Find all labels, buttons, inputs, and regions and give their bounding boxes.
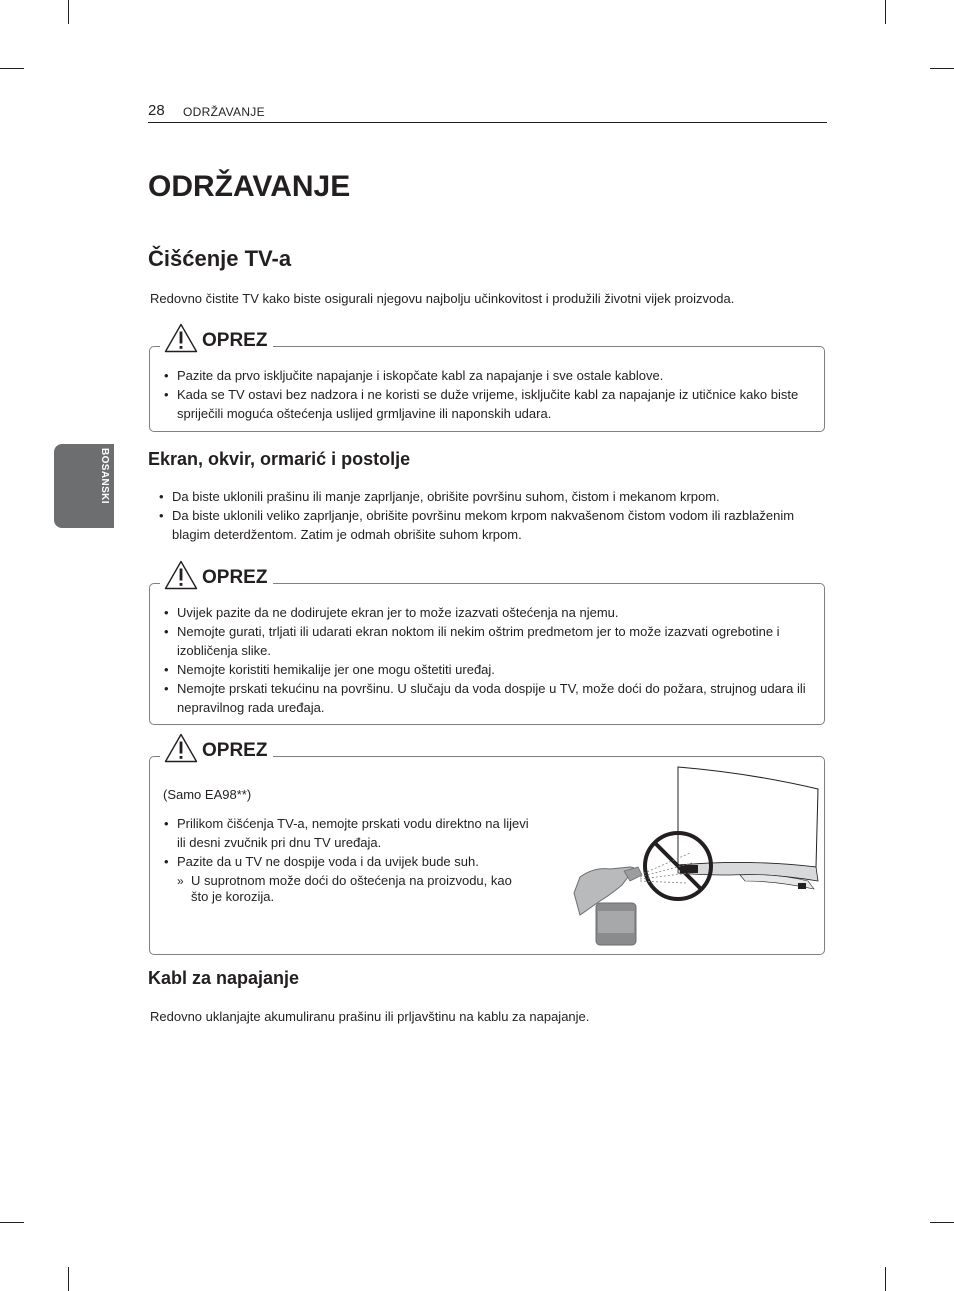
caution-heading bbox=[160, 733, 273, 763]
crop-mark bbox=[68, 0, 69, 24]
crop-mark bbox=[0, 68, 24, 69]
crop-mark bbox=[885, 1267, 886, 1291]
section-title: Čišćenje TV-a bbox=[148, 246, 292, 271]
sub-list-item: » U suprotnom može doći do oštećenja na proizvodu, kao što je korozija. bbox=[177, 873, 522, 905]
crop-mark bbox=[68, 1267, 69, 1291]
subsection-title: Kabl za napajanje bbox=[148, 968, 300, 988]
caution-sub-list bbox=[177, 873, 522, 905]
caution-box-2 bbox=[149, 567, 825, 725]
list-item: • Pazite da u TV ne dospije voda i da uvijek bude suh. bbox=[163, 852, 538, 871]
warning-triangle-icon bbox=[164, 560, 198, 590]
hand-spray-bottle bbox=[574, 867, 642, 945]
crop-mark bbox=[930, 1222, 954, 1223]
caution-label: OPREZ bbox=[202, 330, 268, 351]
caution-list bbox=[163, 366, 813, 423]
warning-triangle-icon bbox=[164, 323, 198, 353]
list-item: • Prilikom čišćenja TV-a, nemojte prskati vodu direktno na lijevi ili desni zvučnik pri dnu TV uređaja. bbox=[163, 814, 538, 852]
list-item: • Kada se TV ostavi bez nadzora i ne koristi se duže vrijeme, isključite kabl za napajanje iz utičnice kako biste spriječili moguća oštećenja uslijed grmljavine ili naponskih udara. bbox=[163, 385, 813, 423]
section-intro: Redovno čistite TV kako biste osigurali njegovu najbolju učinkovitost i produžili životni vijek proizvoda. bbox=[150, 291, 735, 306]
list-item: • Nemojte prskati tekućinu na površinu. U slučaju da voda dospije u TV, može doći do požara, strujnog udara ili nepravilnog rada uređaja. bbox=[163, 679, 815, 717]
language-tab bbox=[54, 444, 114, 528]
language-tab-label: BOSANSKI bbox=[99, 448, 110, 504]
caution-label: OPREZ bbox=[202, 740, 268, 761]
list-item: • Da biste uklonili veliko zaprljanje, obrišite površinu mekom krpom nakvašenom čistom vodom ili razblaženim blagim deterdžentom. Zatim je odmah obrišite suhom krpom. bbox=[158, 506, 798, 544]
caution-list bbox=[163, 814, 538, 871]
list-item: • Pazite da prvo isključite napajanje i iskopčate kabl za napajanje i sve ostale kablove. bbox=[163, 366, 813, 385]
tv-illustration bbox=[678, 767, 818, 889]
subsection-title: Ekran, okvir, ormarić i postolje bbox=[148, 449, 411, 469]
caution-box-1 bbox=[149, 330, 825, 432]
no-water-spray-illustration bbox=[570, 763, 820, 953]
caution-label: OPREZ bbox=[202, 567, 268, 588]
caution-box-3 bbox=[149, 740, 825, 955]
page-header bbox=[148, 100, 827, 123]
list-item: • Nemojte koristiti hemikalije jer one mogu oštetiti uređaj. bbox=[163, 660, 815, 679]
warning-triangle-icon bbox=[164, 733, 198, 763]
crop-mark bbox=[930, 68, 954, 69]
list-item: • Da biste uklonili prašinu ili manje zaprljanje, obrišite površinu suhom, čistom i mekanom krpom. bbox=[158, 487, 798, 506]
running-title: ODRŽAVANJE bbox=[183, 105, 265, 119]
caution-list bbox=[163, 603, 815, 717]
crop-mark bbox=[885, 0, 886, 24]
cable-text: Redovno uklanjajte akumuliranu prašinu ili prljavštinu na kablu za napajanje. bbox=[150, 1009, 590, 1024]
model-note: (Samo EA98**) bbox=[163, 787, 252, 802]
list-item: • Nemojte gurati, trljati ili udarati ekran noktom ili nekim oštrim predmetom jer to može izazvati ogrebotine i izobličenja slike. bbox=[163, 622, 815, 660]
page-number: 28 bbox=[148, 102, 165, 119]
chapter-title: ODRŽAVANJE bbox=[148, 170, 351, 203]
crop-mark bbox=[0, 1222, 24, 1223]
screen-cleaning-list bbox=[158, 487, 798, 544]
list-item: • Uvijek pazite da ne dodirujete ekran jer to može izazvati oštećenja na njemu. bbox=[163, 603, 815, 622]
caution-heading bbox=[160, 560, 273, 590]
caution-heading bbox=[160, 323, 273, 353]
